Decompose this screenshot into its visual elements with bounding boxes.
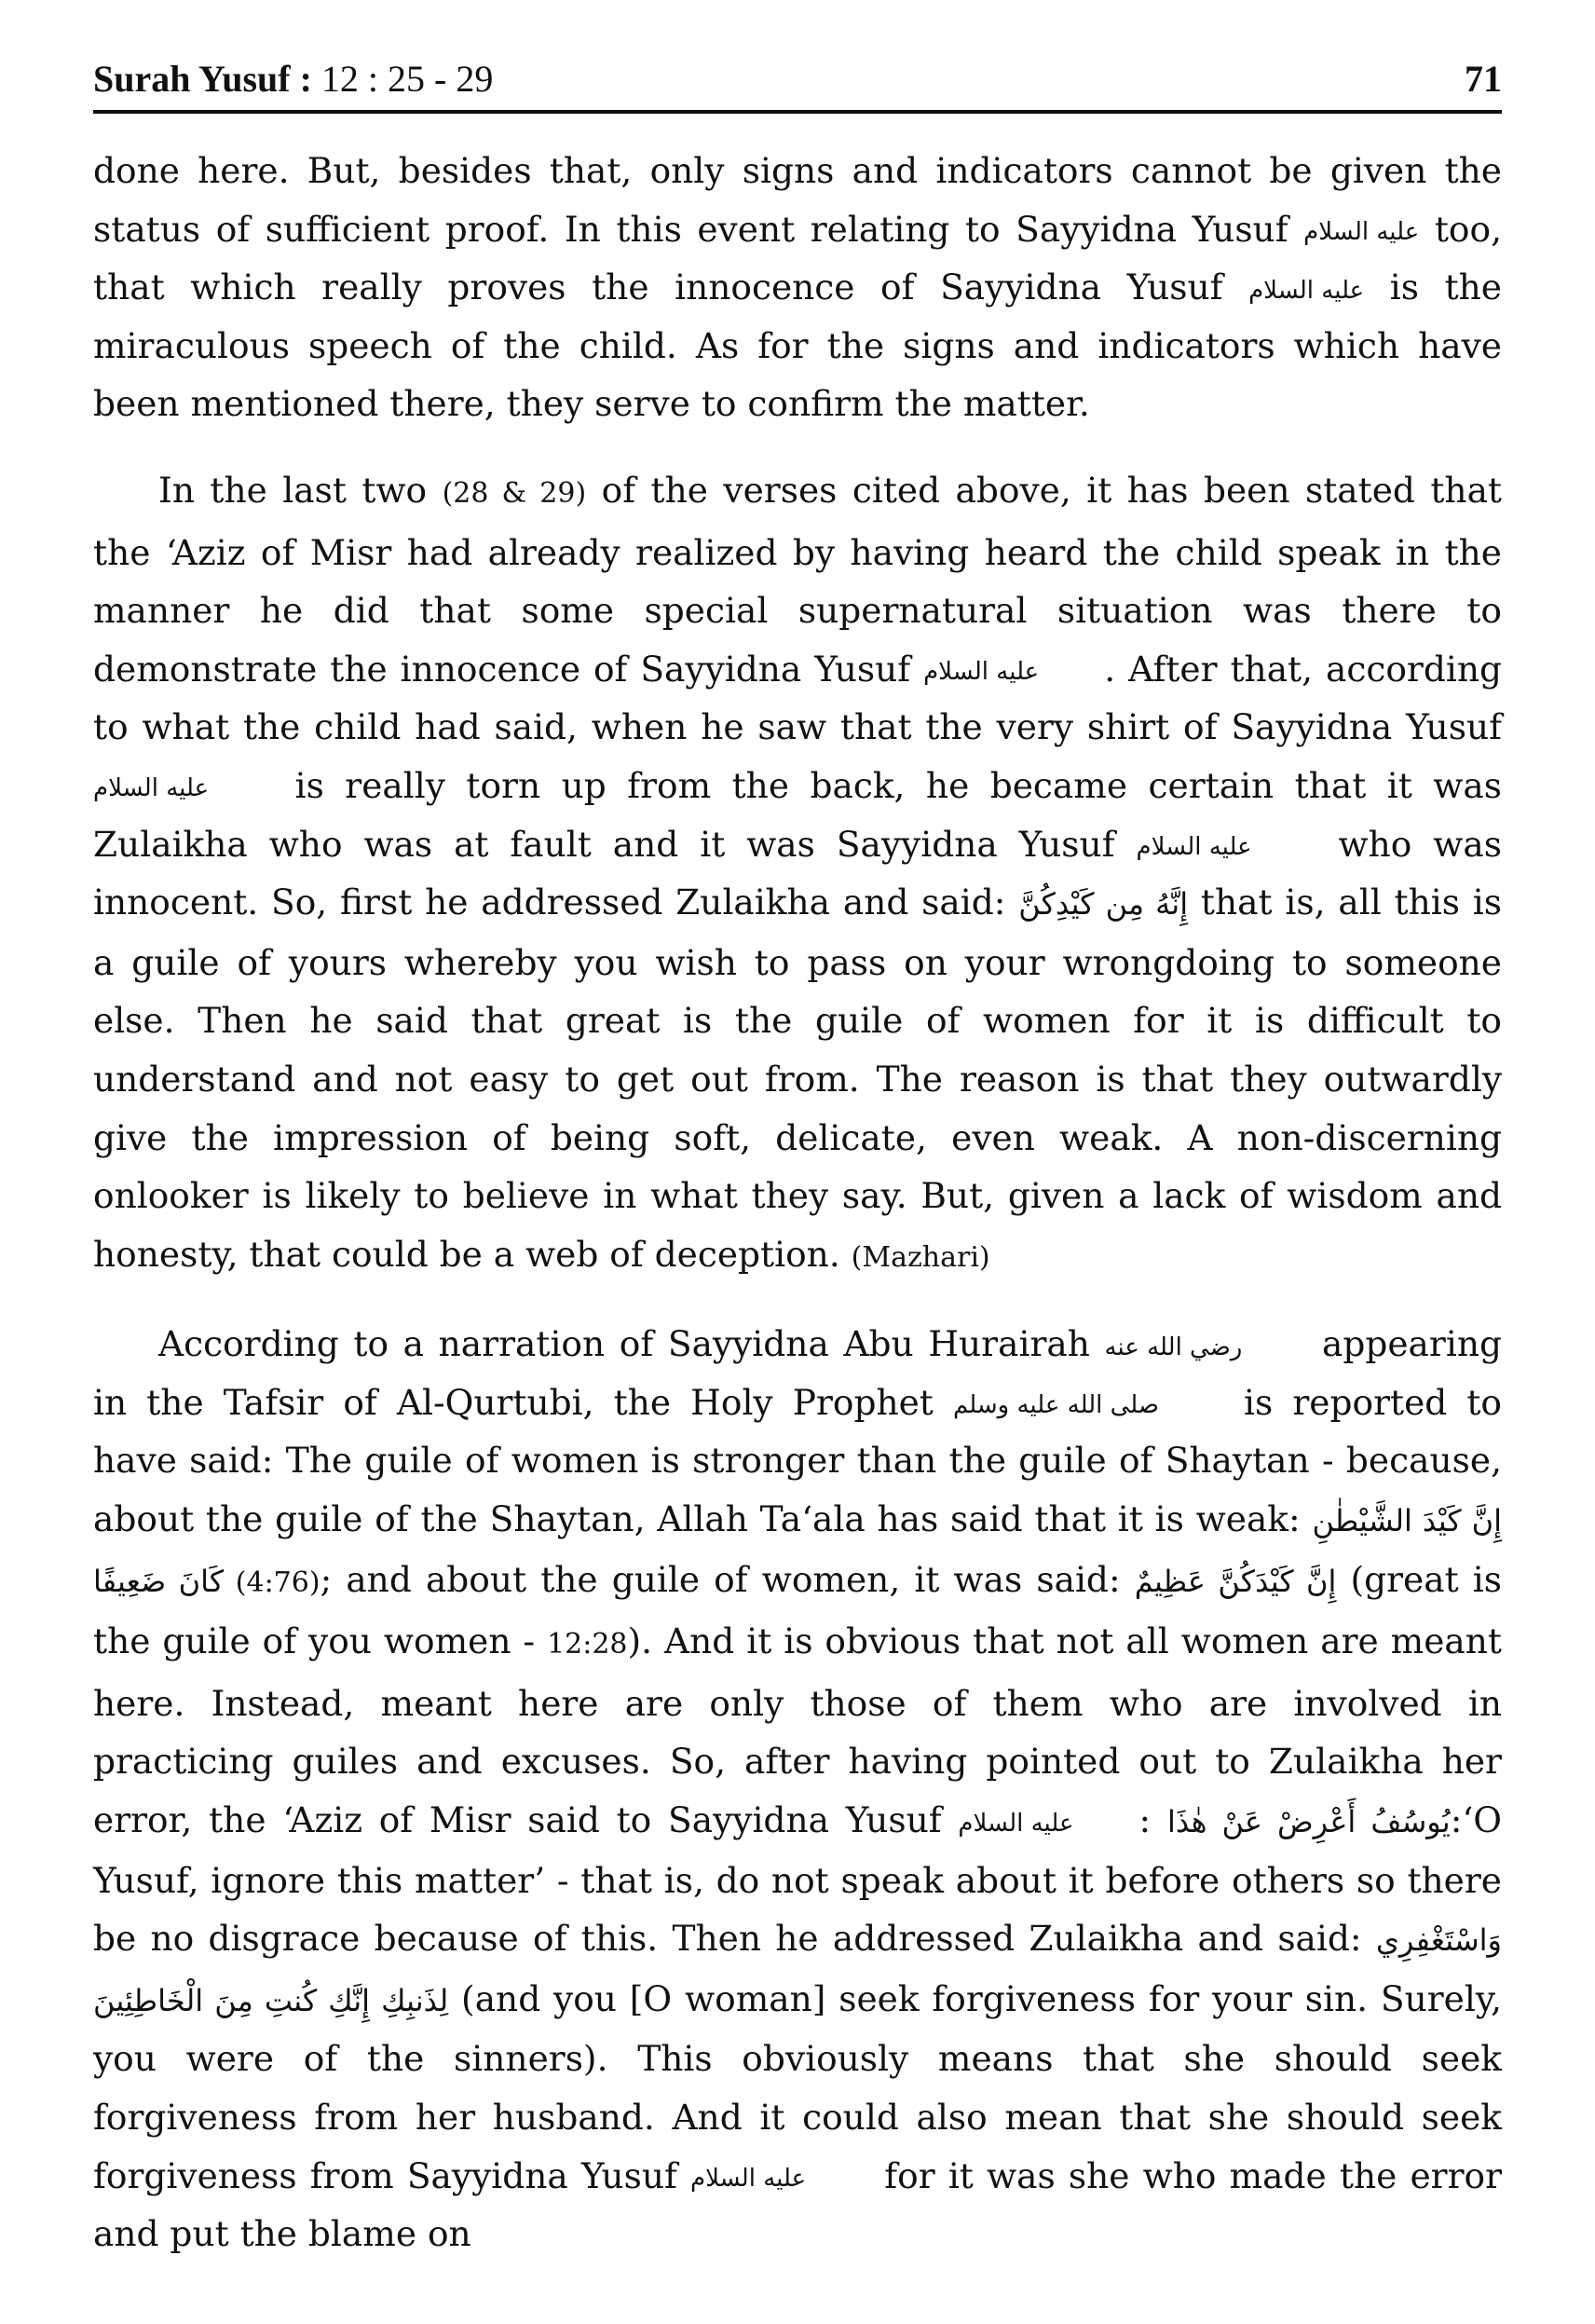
verse-citation: (4:76) — [224, 1565, 320, 1599]
paragraph-1 — [93, 142, 1502, 433]
text-run: who was innocent. So, first he addressed Zulaikha and said: — [93, 823, 1503, 923]
arabic-quote: وَاسْتَغْفِرِي لِذَنبِكِ إِنَّكِ كُنتِ مِنَ الْخَاطِئِينَ — [93, 1922, 1502, 2018]
text-run: According to a narration of Sayyidna Abu Hurairah — [158, 1323, 1105, 1365]
text-run: . After that, according to what the child had said, when he saw that the very shirt of Sayyidna Yusuf — [93, 648, 1502, 748]
running-title — [93, 57, 493, 101]
arabic-quote: إِنَّ كَيْدَ الشَّيْطٰنِ كَانَ ضَعِيفًا — [93, 1503, 1503, 1599]
text-run: ; and about the guile of women, it was said: — [320, 1558, 1135, 1600]
running-header — [93, 47, 1502, 101]
verse-citation: 12:28 — [547, 1628, 628, 1661]
text-run: is reported to have said: The guile of women is stronger than the guile of Shaytan - because, about the guile of the Shaytan, Allah Ta‘ala has said that it is weak: — [93, 1381, 1502, 1540]
alaihissalam-honorific: عليه السلام — [958, 1809, 1074, 1838]
alaihissalam-honorific: عليه السلام — [1303, 218, 1420, 247]
text-run: (great is the guile of you women - — [93, 1558, 1503, 1662]
alaihissalam-honorific: عليه السلام — [923, 658, 1040, 687]
surah-title: Surah Yusuf : — [93, 58, 312, 100]
text-run: too, that which really proves the innocence of Sayyidna Yusuf — [93, 208, 1502, 308]
verse-reference: 12 : 25 - 29 — [320, 58, 494, 100]
header-rule — [93, 110, 1502, 114]
arabic-quote: يُوسُفُ أَعْرِضْ عَنْ هٰذَا — [1166, 1804, 1451, 1840]
source-citation: (Mazhari) — [851, 1240, 990, 1274]
paragraph-3 — [93, 1315, 1502, 2263]
text-run: is really torn up from the back, he became certain that it was Zulaikha who was at fault and it was Sayyidna Yusuf — [93, 764, 1502, 865]
alaihissalam-honorific: عليه السلام — [93, 774, 210, 803]
page-number: 71 — [1465, 58, 1502, 100]
text-run: done here. But, besides that, only signs and indicators cannot be given the status of sufficient proof. In this event relating to Sayyidna Yusuf — [93, 150, 1502, 250]
text-run: ). And it is obvious that not all women are meant here. Instead, meant here are only those of them who are involved in practicing guiles and excuses. So, after having pointed out to Zulaikha her error, the ‘Aziz of Misr said to Sayyidna Yusuf — [93, 1620, 1503, 1841]
verse-numbers: (28 & 29) — [442, 476, 587, 510]
text-run: is the miraculous speech of the child. As for the signs and indicators which have been mentioned there, they serve to confirm the matter. — [93, 267, 1502, 425]
text-run: (and you [O woman] seek forgiveness for your sin. Surely, you were of the sinners). This obviously means that she should seek forgiveness from her husband. And it could also mean that she should seek forgiveness from Sayyidna Yusuf — [93, 1977, 1502, 2196]
text-run: :‘O Yusuf, ignore this matter’ - that is, do not speak about it before others so there be no disgrace because of this. Then he addressed Zulaikha and said: — [93, 1799, 1503, 1960]
alaihissalam-honorific: عليه السلام — [690, 2165, 807, 2194]
paragraph-2 — [93, 461, 1502, 1287]
text-run: : — [1138, 1799, 1167, 1841]
alaihissalam-honorific: عليه السلام — [1248, 276, 1365, 305]
text-run: of the verses cited above, it has been stated that the ‘Aziz of Misr had already realized by having heard the child speak in the manner he did that some special supernatural situation was there to demonstrate the innocence of Sayyidna Yusuf — [93, 469, 1502, 690]
arabic-quote: إِنَّهُ مِن كَيْدِكُنَّ — [1018, 886, 1189, 923]
alaihissalam-honorific: عليه السلام — [1136, 833, 1252, 862]
book-page — [93, 47, 1502, 2263]
sallallahu-honorific: صلى الله عليه وسلم — [952, 1391, 1159, 1420]
text-run: appearing in the Tafsir of Al-Qurtubi, the Holy Prophet — [93, 1323, 1502, 1423]
text-run: In the last two — [158, 469, 443, 511]
body-text — [93, 142, 1502, 2263]
arabic-quote: إِنَّ كَيْدَكُنَّ عَظِيمٌ — [1134, 1563, 1337, 1599]
radiyallahu-honorific: رضي الله عنه — [1104, 1333, 1243, 1361]
text-run: for it was she who made the error and put the blame on — [93, 2154, 1502, 2255]
text-run: that is, all this is a guile of yours whereby you wish to pass on your wrongdoing to someone else. Then he said that great is the guile of women for it is difficult to understand and not easy to get out from. The reason is that they outwardly give the impression of being soft, delicate, even weak. A non-discerning onlooker is likely to believe in what they say. But, given a lack of wisdom and honesty, that could be a web of deception. — [93, 882, 1503, 1275]
